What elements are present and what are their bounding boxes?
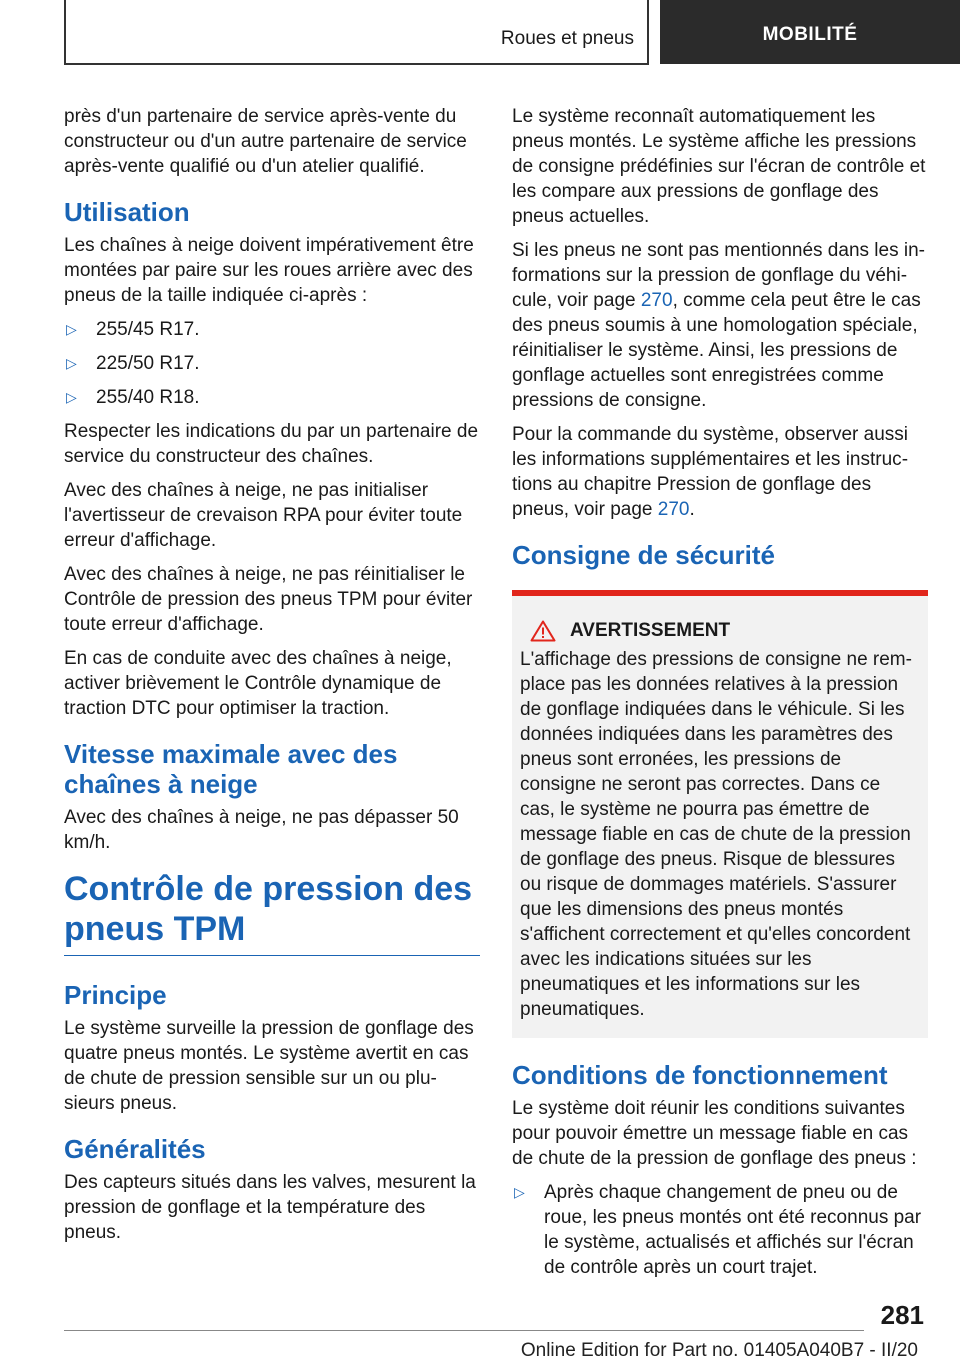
intro-paragraph: près d'un partenaire de service après-vente du constructeur ou d'un autre partenaire de service après-vente qualifié ou d'un atelier qualifié. xyxy=(64,106,467,177)
utilisation-p1: Respecter les indications du par un partenaire de service du constructeur des chaînes. xyxy=(64,421,479,467)
header-bottom-rule xyxy=(64,63,649,65)
warning-box xyxy=(512,596,928,1038)
section-generalites xyxy=(64,1134,480,1245)
left-column xyxy=(64,104,480,1254)
section-conditions xyxy=(512,1060,928,1280)
page-link[interactable]: 270 xyxy=(640,290,673,311)
tpm-chapter-title: Contrôle de pression des pneus TPM xyxy=(64,870,473,948)
generalites-text: Des capteurs situés dans les valves, mesurent la pression de gonflage et la température des pneus. xyxy=(64,1172,476,1243)
conditions-list xyxy=(512,1180,928,1280)
vitesse-text: Avec des chaînes à neige, ne pas dépasser 50 km/h. xyxy=(64,807,459,853)
tpm-title-block xyxy=(64,869,480,956)
header-separator xyxy=(647,0,649,64)
right-p1: Le système reconnaît automatiquement les pneus montés. Le système affiche les pressions de consigne prédéfinies sur l'écran de contrôle et les compare aux pressions de gonflage des pneus actuelles. xyxy=(512,106,926,227)
utilisation-p4: En cas de conduite avec des chaînes à neige, activer brièvement le Contrôle dynamique de traction DTC pour optimiser la traction. xyxy=(64,648,452,719)
warning-triangle-icon xyxy=(530,620,556,642)
conditions-text: Le système doit réunir les conditions suivantes pour pouvoir émettre un message fiable en cas de chute de la pression de gonflage des pneus : xyxy=(512,1098,917,1169)
footer-rule xyxy=(64,1330,864,1331)
consigne-heading: Consigne de sécurité xyxy=(512,540,775,570)
triangle-bullet-icon: ▷ xyxy=(514,1184,525,1200)
triangle-bullet-icon: ▷ xyxy=(66,355,77,371)
utilisation-heading: Utilisation xyxy=(64,197,190,227)
header-section: Roues et pneus xyxy=(500,28,634,49)
utilisation-p3: Avec des chaînes à neige, ne pas réinitialiser le Contrôle de pression des pneus TPM pour éviter toute erreur d'affichage. xyxy=(64,564,473,635)
principe-heading: Principe xyxy=(64,980,167,1010)
section-principe xyxy=(64,980,480,1116)
conditions-heading: Conditions de fonctionnement xyxy=(512,1060,888,1090)
warning-title: AVERTISSEMENT xyxy=(530,618,920,643)
utilisation-text: Les chaînes à neige doivent impérativement être montées par paire sur les roues arrière avec des pneus de la taille indiquée ci-après : xyxy=(64,235,474,306)
footer-edition: Online Edition for Part no. 01405A040B7 - II/20 xyxy=(520,1340,918,1361)
header-left-rule xyxy=(64,0,66,64)
right-p2: Si les pneus ne sont pas mentionnés dans les informations sur la pression de gonflage du véhicule, voir page 270, comme cela peut être le cas des pneus soumis à une homologation spéciale, réinitialiser le système. Ainsi, les pressions de gonflage actuelles sont enregistrées comme pressions de consigne. xyxy=(512,240,925,411)
triangle-bullet-icon: ▷ xyxy=(66,389,77,405)
triangle-bullet-icon: ▷ xyxy=(66,321,77,337)
vitesse-heading: Vitesse maximale avec des chaînes à neige xyxy=(64,739,398,799)
warning-text: L'affichage des pressions de consigne ne remplace pas les données relatives à la pression de gonflage indiquées dans le véhicule. Si les données indiquées dans les paramètres des pneus sont erronées, les pressions de consigne ne seront pas correctes. Dans ce cas, le système ne pourra pas émettre de message fiable en cas de chute de la pression de gonflage des pneus. Risque de blessures ou risque de dommages matériels. S'assurer que les dimensions des pneus montés s'affichent correctement et qu'elles concordent avec les indications situées sur les pneumatiques et les informations sur les pneumatiques. xyxy=(520,649,912,1020)
tire-size-list xyxy=(64,317,480,410)
utilisation-p2: Avec des chaînes à neige, ne pas initialiser l'avertisseur de crevaison RPA pour éviter toute erreur d'affichage. xyxy=(64,480,463,551)
list-item: ▷ 225/50 R17. xyxy=(66,353,200,374)
section-consigne xyxy=(512,540,928,1038)
list-item: ▷ 255/40 R18. xyxy=(66,387,200,408)
section-utilisation xyxy=(64,197,480,721)
principe-text: Le système surveille la pression de gonflage des quatre pneus montés. Le système avertit en cas de chute de pression sensible sur un ou plusieurs pneus. xyxy=(64,1018,474,1114)
right-p3: Pour la commande du système, observer aussi les informations supplémentaires et les instructions au chapitre Pression de gonflage des pneus, voir page 270. xyxy=(512,424,909,520)
page-number: 281 xyxy=(880,1300,924,1330)
header-chapter: MOBILITÉ xyxy=(660,0,960,64)
list-item: ▷ 255/45 R17. xyxy=(66,319,200,340)
list-item: ▷ Après chaque changement de pneu ou de roue, les pneus montés ont été reconnus par le système, actualisés et affichés sur l'écran de contrôle après un court trajet. xyxy=(514,1182,922,1278)
page-link[interactable]: 270 xyxy=(657,499,690,520)
section-vitesse xyxy=(64,739,480,855)
generalites-heading: Généralités xyxy=(64,1134,206,1164)
right-column xyxy=(512,104,928,1289)
